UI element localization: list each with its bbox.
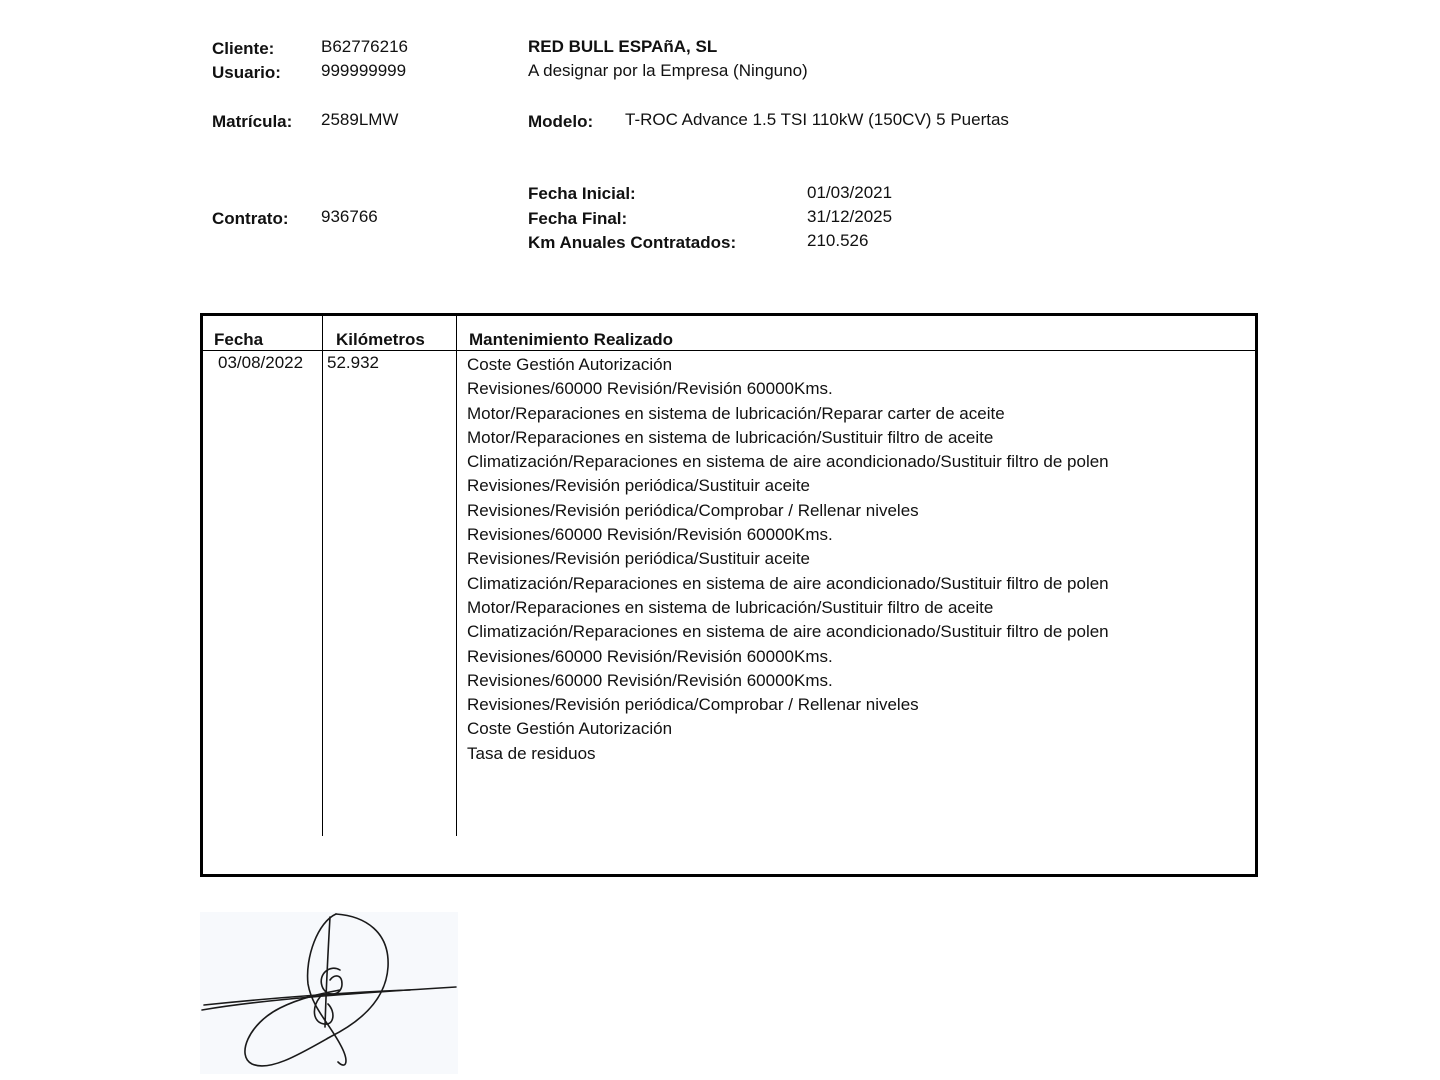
signature-icon [200,912,458,1074]
empresa-name: RED BULL ESPAñA, SL [528,37,718,56]
maintenance-table [200,313,1258,877]
maintenance-item: Coste Gestión Autorización [467,719,673,739]
row-kilometros: 52.932 [327,353,379,372]
maintenance-item: Revisiones/60000 Revisión/Revisión 60000Kms. [467,646,833,666]
maintenance-item: Climatización/Reparaciones en sistema de aire acondicionado/Sustituir filtro de polen [467,452,1109,472]
fecha-final-label: Fecha Final: [528,209,628,228]
usuario-label: Usuario: [212,63,281,82]
modelo-label: Modelo: [528,112,594,131]
maintenance-item: Revisiones/60000 Revisión/Revisión 60000Kms. [467,379,833,399]
column-divider-2 [456,316,457,836]
maintenance-item: Coste Gestión Autorización [467,355,673,374]
header-divider [203,350,1255,351]
signature-image [200,912,458,1074]
fecha-inicial-value: 01/03/2021 [807,183,893,202]
maintenance-items-list [467,353,1127,766]
cliente-value: B62776216 [321,37,408,56]
maintenance-item: Tasa de residuos [467,743,596,763]
contrato-label: Contrato: [212,209,289,228]
maintenance-item: Revisiones/Revisión periódica/Comprobar / Rellenar niveles [467,500,919,520]
maintenance-item: Motor/Reparaciones en sistema de lubricación/Reparar carter de aceite [467,403,1005,423]
maintenance-item: Revisiones/Revisión periódica/Comprobar / Rellenar niveles [467,695,919,715]
column-header-fecha: Fecha [214,330,264,349]
km-anuales-label: Km Anuales Contratados: [528,233,737,252]
cliente-label: Cliente: [212,39,275,58]
maintenance-item: Revisiones/60000 Revisión/Revisión 60000Kms. [467,670,833,690]
contrato-value: 936766 [321,207,378,226]
usuario-value: 999999999 [321,61,407,80]
maintenance-item: Motor/Reparaciones en sistema de lubricación/Sustituir filtro de aceite [467,597,994,617]
column-header-kilometros: Kilómetros [336,330,425,349]
modelo-value: T-ROC Advance 1.5 TSI 110kW (150CV) 5 Puertas [625,110,1009,129]
matricula-label: Matrícula: [212,112,293,131]
usuario-description: A designar por la Empresa (Ninguno) [528,61,808,80]
fecha-inicial-label: Fecha Inicial: [528,184,636,203]
fecha-final-value: 31/12/2025 [807,207,893,226]
maintenance-item: Revisiones/Revisión periódica/Sustituir aceite [467,476,810,496]
column-divider-1 [322,316,323,836]
maintenance-item: Climatización/Reparaciones en sistema de aire acondicionado/Sustituir filtro de polen [467,622,1109,642]
matricula-value: 2589LMW [321,110,399,129]
row-fecha: 03/08/2022 [218,353,304,372]
maintenance-item: Climatización/Reparaciones en sistema de aire acondicionado/Sustituir filtro de polen [467,573,1109,593]
maintenance-item: Motor/Reparaciones en sistema de lubricación/Sustituir filtro de aceite [467,427,994,447]
column-header-mantenimiento: Mantenimiento Realizado [469,330,674,349]
maintenance-item: Revisiones/60000 Revisión/Revisión 60000Kms. [467,525,833,545]
maintenance-item: Revisiones/Revisión periódica/Sustituir aceite [467,549,810,569]
km-anuales-value: 210.526 [807,231,869,250]
